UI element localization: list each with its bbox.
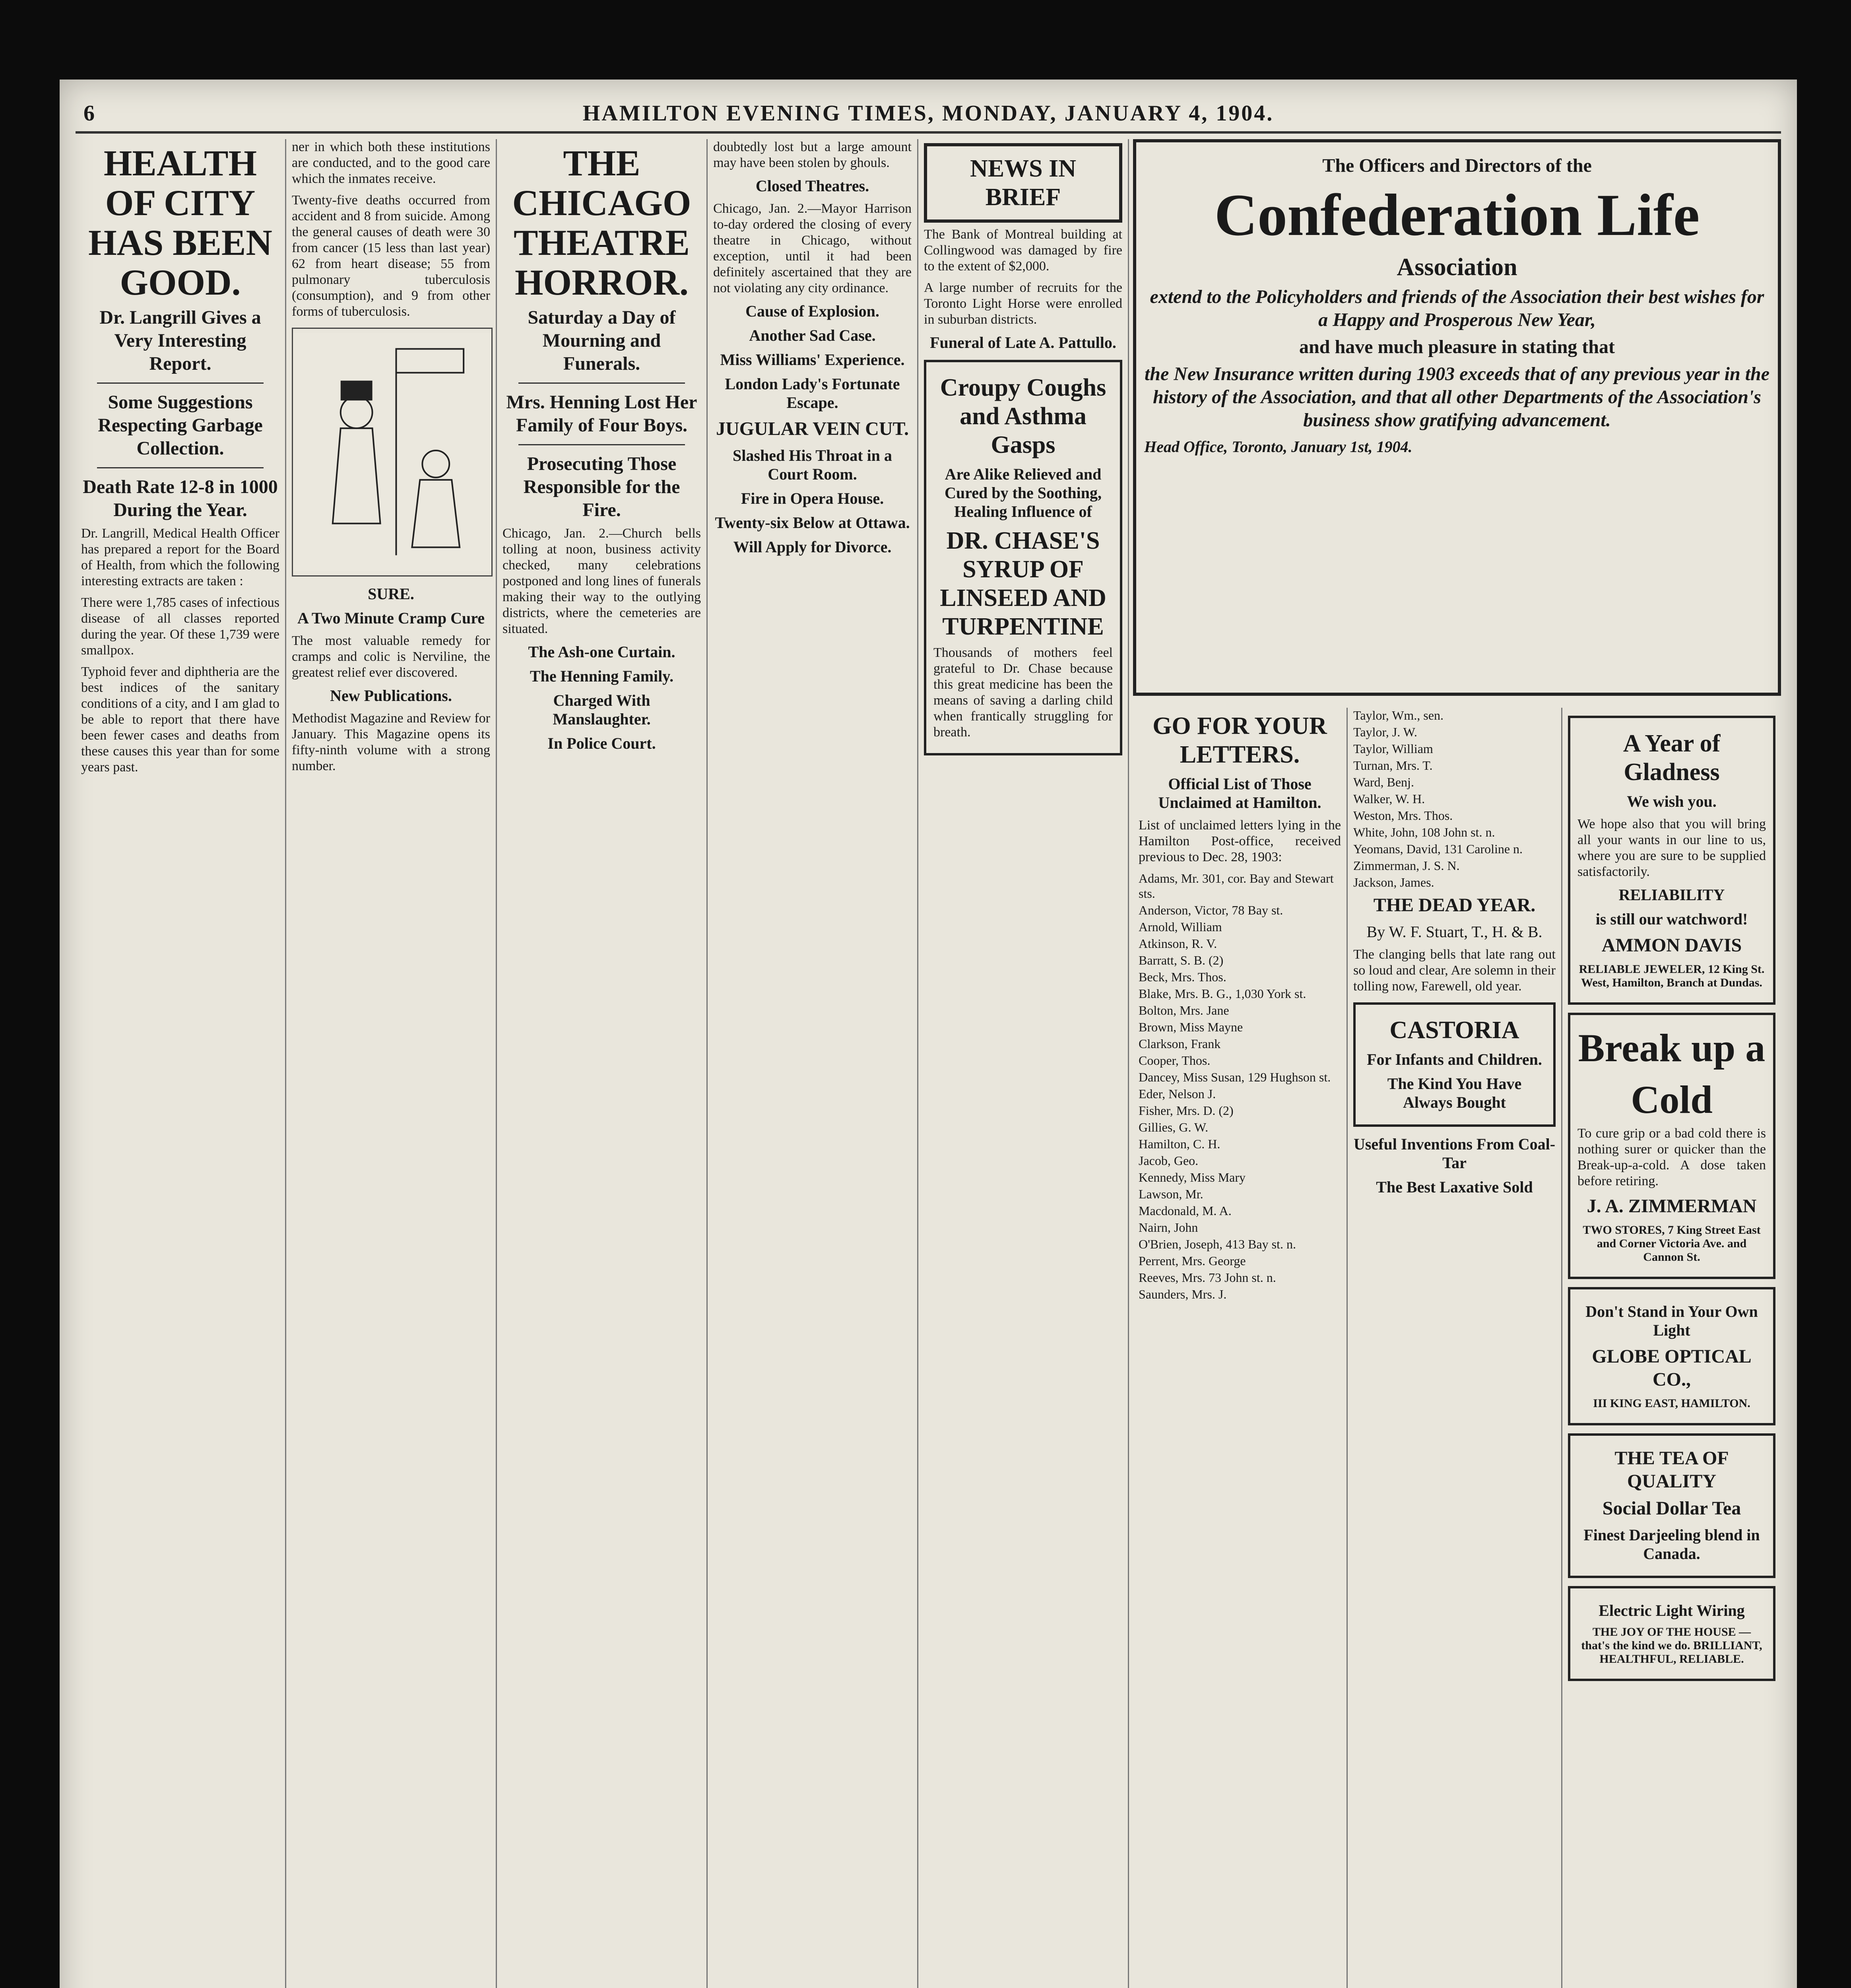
health-paragraph: There were 1,785 cases of infectious disease of all classes reported during the year. Of these 1,739 were smallpox. xyxy=(81,595,279,658)
letter-name: White, John, 108 John st. n. xyxy=(1353,825,1495,839)
letter-name: O'Brien, Joseph, 413 Bay st. n. xyxy=(1139,1237,1296,1251)
column-4 xyxy=(708,139,918,1988)
explosion-heading: Cause of Explosion. xyxy=(745,302,879,320)
ammon-ad-tag-2: is still our watchword! xyxy=(1595,910,1748,928)
letter-name: Weston, Mrs. Thos. xyxy=(1353,808,1453,823)
letter-name: Kennedy, Miss Mary xyxy=(1139,1170,1246,1184)
news-in-brief-heading: NEWS IN BRIEF xyxy=(924,143,1122,223)
sad-case-heading: Another Sad Case. xyxy=(749,326,876,344)
globe-ad-address: III KING EAST, HAMILTON. xyxy=(1593,1397,1750,1410)
letter-name: Jackson, James. xyxy=(1353,875,1434,889)
confed-line-2: and have much pleasure in stating that xyxy=(1299,336,1615,357)
letter-name: Bolton, Mrs. Jane xyxy=(1139,1003,1229,1017)
article-paragraph: ner in which both these institutions are conducted, and to the good care which the inmates receive. xyxy=(292,140,490,186)
ammon-ad-body: We hope also that you will bring all your wants in our line to us, where you are sure to be supplied satisfactorily. xyxy=(1577,817,1766,879)
letter-name: Dancey, Miss Susan, 129 Hughson st. xyxy=(1139,1070,1331,1084)
letter-name: Arnold, William xyxy=(1139,920,1222,934)
closed-theatres-text: Chicago, Jan. 2.—Mayor Harrison to-day ordered the closing of every theatre in Chicago, without exception, until it had been definitely ascertained that they are not violating any city ordinance. xyxy=(713,201,912,295)
electric-wiring-ad xyxy=(1568,1586,1775,1681)
chicago-deck-3: Prosecuting Those Responsible for the Fire. xyxy=(523,453,680,520)
confederation-life-ad xyxy=(1133,139,1781,696)
inventions-heading: Useful Inventions From Coal-Tar xyxy=(1353,1135,1556,1172)
ammon-davis-ad xyxy=(1568,716,1775,1005)
letter-name: Taylor, William xyxy=(1353,742,1433,756)
chase-syrup-ad xyxy=(924,360,1122,755)
tea-ad-title: THE TEA OF QUALITY xyxy=(1614,1448,1729,1492)
brief-item: The Bank of Montreal building at Collingwood was damaged by fire to the extent of $2,000. xyxy=(924,227,1122,274)
ammon-ad-tag: RELIABILITY xyxy=(1618,886,1725,904)
chicago-subhead: Charged With Manslaughter. xyxy=(553,691,651,728)
cartoon-drawing xyxy=(293,329,491,575)
tea-ad xyxy=(1568,1433,1775,1578)
chicago-deck-2: Mrs. Henning Lost Her Family of Four Boys. xyxy=(506,392,697,436)
zimmerman-ad-title: Break up a Cold xyxy=(1578,1026,1766,1122)
letter-name: Reeves, Mrs. 73 John st. n. xyxy=(1139,1270,1276,1285)
newspaper-page xyxy=(60,80,1797,1988)
wiring-ad-title: Electric Light Wiring xyxy=(1599,1602,1745,1619)
column-1 xyxy=(76,139,286,1988)
letter-name: Macdonald, M. A. xyxy=(1139,1204,1232,1218)
chicago-deck-1: Saturday a Day of Mourning and Funerals. xyxy=(528,307,676,374)
publications-heading: New Publications. xyxy=(330,687,452,705)
letter-name: Jacob, Geo. xyxy=(1139,1153,1199,1168)
castoria-title: CASTORIA xyxy=(1389,1017,1519,1044)
divorce-heading: Will Apply for Divorce. xyxy=(733,538,892,556)
zimmerman-ad-body: To cure grip or a bad cold there is nothing surer or quicker than the Break-up-a-cold. A dose taken before retiring. xyxy=(1577,1126,1766,1188)
masthead-title: HAMILTON EVENING TIMES, MONDAY, JANUARY 4, 1904. xyxy=(582,101,1274,126)
tea-ad-body: Finest Darjeeling blend in Canada. xyxy=(1583,1526,1760,1563)
masthead xyxy=(76,95,1781,134)
letter-name: Walker, W. H. xyxy=(1353,792,1425,806)
letters-deck: Official List of Those Unclaimed at Hamilton. xyxy=(1158,775,1321,812)
health-paragraph: Dr. Langrill, Medical Health Officer has prepared a report for the Board of Health, from which the following interesting extracts are taken : xyxy=(81,526,279,588)
ammon-ad-name: AMMON DAVIS xyxy=(1601,935,1742,956)
letters-list xyxy=(1139,871,1341,1302)
letter-name: Nairn, John xyxy=(1139,1220,1198,1235)
letter-name: Cooper, Thos. xyxy=(1139,1053,1211,1068)
health-deck-1: Dr. Langrill Gives a Very Interesting Report. xyxy=(99,307,261,374)
column-8 xyxy=(1562,708,1781,1988)
letter-name: Beck, Mrs. Thos. xyxy=(1139,970,1226,984)
confed-name: Confederation Life xyxy=(1214,182,1700,248)
publications-text: Methodist Magazine and Review for January. This Magazine opens its fifty-ninth volume with a strong number. xyxy=(292,711,490,773)
health-headline: HEALTH OF CITY HAS BEEN GOOD. xyxy=(88,143,272,303)
confed-line-1: extend to the Policyholders and friends of the Association their best wishes for a Happy and Prosperous New Year, xyxy=(1150,286,1764,330)
cartoon-illustration xyxy=(292,328,493,577)
castoria-tag: The Kind You Have Always Bought xyxy=(1387,1075,1522,1111)
poem-title: THE DEAD YEAR. xyxy=(1373,895,1536,916)
letter-name: Ward, Benj. xyxy=(1353,775,1414,789)
opera-fire-heading: Fire in Opera House. xyxy=(741,489,884,507)
castoria-ad xyxy=(1353,1002,1556,1127)
column-7 xyxy=(1348,708,1562,1988)
column-2 xyxy=(286,139,497,1988)
health-deck-2: Some Suggestions Respecting Garbage Collection. xyxy=(98,392,263,459)
chicago-paragraph: Chicago, Jan. 2.—Church bells tolling at noon, business activity checked, many celebrations postponed and long lines of funerals making their way to the outlying districts, where the cemeteries are situated. xyxy=(503,526,701,636)
williams-heading: Miss Williams' Experience. xyxy=(720,351,905,369)
column-6 xyxy=(1133,708,1348,1988)
letter-name: Yeomans, David, 131 Caroline n. xyxy=(1353,842,1523,856)
letter-name: Atkinson, R. V. xyxy=(1139,936,1217,951)
chase-ad-brand: DR. CHASE'S SYRUP OF LINSEED AND TURPENTINE xyxy=(940,527,1106,640)
chase-ad-deck: Are Alike Relieved and Cured by the Soothing, Healing Influence of xyxy=(945,465,1102,520)
globe-optical-ad xyxy=(1568,1287,1775,1425)
confed-intro: The Officers and Directors of the xyxy=(1322,155,1592,176)
letter-name: Taylor, Wm., sen. xyxy=(1353,708,1444,722)
letter-name: Barratt, S. B. (2) xyxy=(1139,953,1224,967)
letter-name: Blake, Mrs. B. G., 1,030 York st. xyxy=(1139,986,1306,1001)
tea-ad-brand: Social Dollar Tea xyxy=(1602,1498,1741,1519)
letter-name: Gillies, G. W. xyxy=(1139,1120,1209,1134)
chicago-subhead: The Ash-one Curtain. xyxy=(528,643,675,661)
closed-theatres-heading: Closed Theatres. xyxy=(755,177,869,195)
funeral-heading: Funeral of Late A. Pattullo. xyxy=(930,334,1116,351)
poem-text: The clanging bells that late rang out so loud and clear, Are solemn in their tolling now, Farewell, old year. xyxy=(1353,947,1556,994)
jugular-headline: JUGULAR VEIN CUT. xyxy=(716,418,909,439)
confed-line-3: the New Insurance written during 1903 exceeds that of any previous year in the history of the Association, and that all other Departments of the Association's business show gratifying advancement. xyxy=(1144,363,1770,431)
health-paragraph: Typhoid fever and diphtheria are the best indices of the sanitary conditions of a city, and I am glad to be able to report that there have been fewer cases and deaths from these causes this year than for some years past. xyxy=(81,664,279,775)
confed-assoc: Association xyxy=(1397,254,1517,281)
letter-name: Saunders, Mrs. J. xyxy=(1139,1287,1227,1301)
globe-ad-caption: Don't Stand in Your Own Light xyxy=(1585,1303,1758,1339)
globe-ad-name: GLOBE OPTICAL CO., xyxy=(1592,1346,1752,1390)
wiring-ad-body: THE JOY OF THE HOUSE — that's the kind we do. BRILLIANT, HEALTHFUL, RELIABLE. xyxy=(1581,1625,1762,1666)
chase-ad-headline: Croupy Coughs and Asthma Gasps xyxy=(940,374,1106,458)
letters-headline: GO FOR YOUR LETTERS. xyxy=(1153,712,1327,768)
poem-byline: By W. F. Stuart, T., H. & B. xyxy=(1366,923,1542,941)
confed-footer: Head Office, Toronto, January 1st, 1904. xyxy=(1144,438,1413,456)
letters-intro: List of unclaimed letters lying in the Hamilton Post-office, received previous to Dec. 28, 1903: xyxy=(1139,818,1341,864)
castoria-sub: For Infants and Children. xyxy=(1367,1050,1542,1068)
ammon-ad-address: RELIABLE JEWELER, 12 King St. West, Hamilton, Branch at Dundas. xyxy=(1579,963,1765,989)
letters-list-continued xyxy=(1353,708,1556,890)
zimmerman-ad-address: TWO STORES, 7 King Street East and Corner Victoria Ave. and Cannon St. xyxy=(1583,1223,1761,1264)
jugular-deck: Slashed His Throat in a Court Room. xyxy=(733,447,892,483)
zimmerman-ad xyxy=(1568,1013,1775,1279)
chicago-subhead: In Police Court. xyxy=(547,734,656,752)
health-deck-3: Death Rate 12-8 in 1000 During the Year. xyxy=(83,476,278,520)
ottawa-cold-heading: Twenty-six Below at Ottawa. xyxy=(715,514,910,532)
article-paragraph: doubtedly lost but a large amount may have been stolen by ghouls. xyxy=(713,140,912,170)
letter-name: Adams, Mr. 301, cor. Bay and Stewart sts. xyxy=(1139,871,1334,901)
cramp-cure-heading: A Two Minute Cramp Cure xyxy=(297,609,485,627)
chicago-subhead: The Henning Family. xyxy=(530,667,674,685)
chase-ad-body: Thousands of mothers feel grateful to Dr. Chase because this great medicine has been the means of saving a darling child when frantically struggling for breath. xyxy=(933,645,1113,740)
column-5 xyxy=(918,139,1129,1988)
letter-name: Turnan, Mrs. T. xyxy=(1353,758,1433,773)
letter-name: Lawson, Mr. xyxy=(1139,1187,1203,1201)
letter-name: Hamilton, C. H. xyxy=(1139,1137,1220,1151)
letter-name: Clarkson, Frank xyxy=(1139,1037,1221,1051)
cramp-cure-text: The most valuable remedy for cramps and colic is Nerviline, the greatest relief ever discovered. xyxy=(292,633,490,680)
chicago-headline: THE CHICAGO THEATRE HORROR. xyxy=(512,143,691,303)
letter-name: Fisher, Mrs. D. (2) xyxy=(1139,1103,1234,1118)
brief-item: A large number of recruits for the Toronto Light Horse were enrolled in suburban districts. xyxy=(924,280,1122,327)
letter-name: Brown, Miss Mayne xyxy=(1139,1020,1243,1034)
zimmerman-ad-name: J. A. ZIMMERMAN xyxy=(1587,1196,1757,1217)
letter-name: Taylor, J. W. xyxy=(1353,725,1417,739)
laxative-heading: The Best Laxative Sold xyxy=(1376,1178,1533,1196)
letter-name: Eder, Nelson J. xyxy=(1139,1087,1216,1101)
article-paragraph: Twenty-five deaths occurred from accident and 8 from suicide. Among the general causes of death were 30 from cancer (15 less than last year) 62 from heart disease; 55 from pulmonary tuberculosis (consumption), and 9 from other forms of tuberculosis. xyxy=(292,193,490,319)
letter-name: Perrent, Mrs. George xyxy=(1139,1254,1246,1268)
letter-name: Zimmerman, J. S. N. xyxy=(1353,858,1460,873)
ammon-ad-title: A Year of Gladness xyxy=(1623,730,1721,786)
escape-heading: London Lady's Fortunate Escape. xyxy=(725,375,900,412)
cartoon-caption: SURE. xyxy=(368,585,414,603)
ammon-ad-line: We wish you. xyxy=(1627,792,1717,810)
column-3 xyxy=(497,139,708,1988)
letter-name: Anderson, Victor, 78 Bay st. xyxy=(1139,903,1283,917)
page-number: 6 xyxy=(83,101,96,126)
